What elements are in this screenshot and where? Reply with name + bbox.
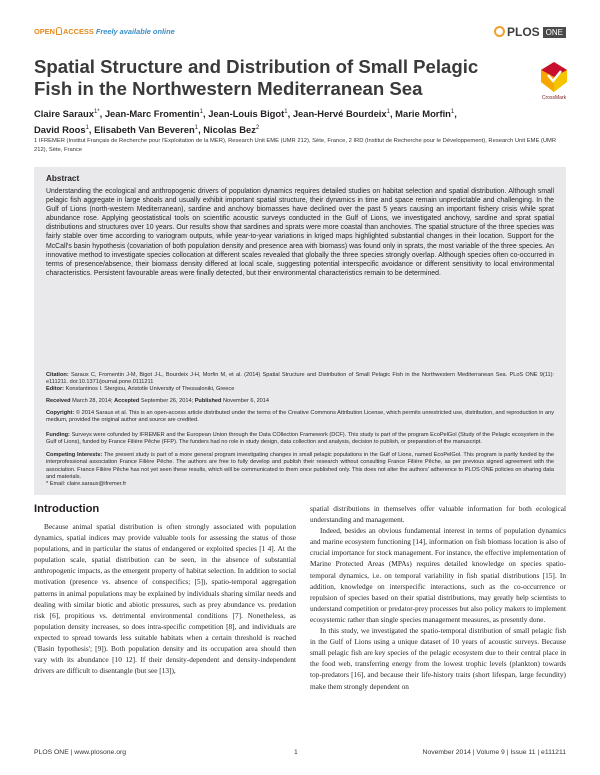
journal-header xyxy=(34,25,566,41)
competing-interests-label: Competing Interests: xyxy=(46,452,103,458)
plos-one-logo[interactable] xyxy=(494,25,566,39)
author-name[interactable]: Claire Saraux xyxy=(34,108,94,120)
open-access-text: OPEN xyxy=(34,27,55,36)
intro-paragraph: Indeed, besides an obvious fundamental interest in terms of population dynamics and marine ecosystem functioning [14], information on fish biomass location is also of crucial importance for stock management. For instance, the effective implementation of Marine Protected Areas (MPAs) requires detailed knowledge on species spatio-temporal dynamics, i.e. on temporal variability in fish spatial distributions [15]. In addition, knowledge on interspecific interactions, such as the co-occurrence or repulsion of species based on their spatial distributions, may greatly help scientists to understand competition or predator-prey processes but also policy makers to implement ecosystemic rather than single species management measures, as presently done. xyxy=(310,526,566,624)
footer-page-number: 1 xyxy=(294,749,298,756)
abstract-body: Understanding the ecological and anthropogenic drivers of population dynamics requires detailed studies on habitat selection and spatial distribution. Although small pelagic fish aggregate in large shoals and usually exhibit important spatial structure, their dynamics in time and space remain unpredictable and challenging. In the Gulf of Lions (north-western Mediterranean), sardine and anchovy biomasses have declined over the past 5 years causing an important fishery crisis while sprat abundance rose. Applying geostatistical tools on scientific acoustic surveys conducted in the Gulf of Lions, we investigated anchovy, sardine and sprat spatial distributions and structures over 10 years. Our results show that sardines and sprats were more coastal than anchovies. The spatial structure of the three species was fairly stable over time according to variogram outputs, while year-to-year variations in kriged maps highlighted substantial changes in their location. Support for the McCall's basin hypothesis (covariation of both population density and presence area with biomass) was found only in sprats, the most variable of the three species. An innovative method to investigate species collocation at different scales revealed that globally the three species strongly overlap. Although species often co-occurred in terms of presence/absence, their biomass density differed at local scale, suggesting potential interspecific avoidance or different sensitivity to local environmental characteristics. Persistent favourable areas were finally detected, but their environmental characteristics remain to be determined. xyxy=(46,188,554,277)
editor-label: Editor: xyxy=(46,386,65,392)
author-name[interactable]: Marie Morfin xyxy=(395,108,451,120)
published-label: Published xyxy=(194,398,222,404)
intro-paragraph: Because animal spatial distribution is often strongly associated with population dynamics, spatial indices may provide valuable tools for assessing the status of those populations, and in particular the status of endangered or exploited species [1 4]. At the population scale, spatial distribution can be seen, in the absence of substantial anthropogenic impacts, as the emergent property of habitat selection. In addition to social motivation (presence vs. absence of conspecifics; [5]), spatio-temporal aggregation patterns in animal populations may be explained by individuals sharing similar needs and dealing with similar biotic and abiotic pressures, such as prey abundance vs. predation risk [6], propitious vs. detrimental environmental conditions [7]. Nonetheless, as population density increases, so does intra-specific competition [8], and individuals are expected to spread towards less suitable habitats when a certain threshold is reached ('Basin hypothesis'; [9]). Both population density and its occupation area should then vary with its abundance [10 12]. If their density-dependent and density-independent drivers are difficult to disentangle (but see [13]), xyxy=(34,522,296,676)
crossmark-label: CrossMark xyxy=(541,95,567,101)
intro-paragraph: In this study, we investigated the spatio-temporal distribution of small pelagic fish in the Gulf of Lions using a unique dataset of 10 years of acoustic surveys. Because small pelagic fish are key species of the pelagic ecosystem due to their central place in the food web, transferring energy from the lowest trophic levels (plankton) towards top-predators [16], and because their life-history traits (short lifespan, large fecundity) make them strongly dependent on xyxy=(310,626,566,691)
competing-interests-text: The present study is part of a more general program investigating changes in small pelagic populations in the Gulf of Lions, named EcoPelGol. This program is partly funded by the interprofessional association France Filière Pêche. The authors are free to fully develop and publish their research without consulting France Filière Pêche, as per previous signed agreement with the association. France Filière Pêche has not yet seen these results, which will be communicated to them once published only. This does not alter the authors' adherence to PLOS ONE policies on sharing data and materials. xyxy=(46,452,555,481)
left-column xyxy=(34,521,296,676)
footer-issue: November 2014 | Volume 9 | Issue 11 | e111211 xyxy=(422,749,566,756)
received-label: Received xyxy=(46,398,71,404)
intro-paragraph: spatial distributions in themselves offer valuable information for both ecological understanding and management. xyxy=(310,504,566,525)
competing-interests xyxy=(46,452,554,482)
author-affiliation-marker: 1 xyxy=(284,109,288,115)
author-affiliation-marker: 1 xyxy=(199,109,203,115)
copyright xyxy=(46,410,554,425)
author-name[interactable]: Jean-Louis Bigot xyxy=(208,108,285,120)
accepted-label: Accepted xyxy=(114,398,140,404)
crossmark-icon xyxy=(539,60,569,94)
copyright-text: © 2014 Saraux et al. This is an open-access article distributed under the terms of the Creative Commons Attribution License, which permits unrestricted use, distribution, and reproduction in any medium, provided the original author and source are credited. xyxy=(46,410,554,424)
crossmark-badge[interactable] xyxy=(534,60,574,101)
abstract-heading: Abstract xyxy=(46,174,80,183)
abstract-box xyxy=(34,167,566,495)
article-dates xyxy=(46,398,554,405)
open-access-label[interactable] xyxy=(34,27,175,36)
author-name[interactable]: Elisabeth Van Beveren xyxy=(94,124,195,136)
author-affiliation-marker: 2 xyxy=(255,125,260,132)
author-affiliation-marker: 1 xyxy=(85,125,89,132)
article-title: Spatial Structure and Distribution of Small Pelagic Fish in the Northwestern Mediterranean Sea xyxy=(34,56,479,99)
author-list: Claire Saraux$^{1*}$, Jean-Marc Fromentin$^1$, Jean-Louis Bigot$^1$, Jean-Hervé Bourdeix$^1$, Marie Morfin$^1$, David Roos$^1$, Elisabeth Van Beveren$^1$, Nicolas Bez$^2$ xyxy=(34,108,457,136)
editor xyxy=(46,386,554,393)
logo-text: PLOS xyxy=(506,25,540,39)
funding-text: Surveys were cofunded by IFREMER and the European Union through the Data COllection Framework (DCF). This study is part of the program EcoPelGol (Study of the Pelagic ecosystem in the Gulf of Lions), funded by France Filière Pêche (FFP). The funders had no role in study design, data collection and analysis, decision to publish, or preparation of the manuscript. xyxy=(46,432,554,446)
logo-badge: ONE xyxy=(543,27,566,38)
author-name[interactable]: Nicolas Bez xyxy=(203,124,256,136)
introduction-heading: Introduction xyxy=(34,503,100,515)
copyright-label: Copyright: xyxy=(46,410,75,416)
footer-journal[interactable]: PLOS ONE | www.plosone.org xyxy=(34,749,127,756)
author-affiliation-marker: 1 xyxy=(450,109,455,115)
author-name[interactable]: Jean-Hervé Bourdeix xyxy=(292,108,387,120)
author-name[interactable]: Jean-Marc Fromentin xyxy=(104,108,200,120)
author-name[interactable]: David Roos xyxy=(34,124,86,136)
author-affiliation-marker: 1 xyxy=(194,125,199,132)
citation-text: Saraux C, Fromentin J-M, Bigot J-L, Bourdeix J-H, Morfin M, et al. (2014) Spatial Structure and Distribution of Small Pelagic Fish in the Northwestern Mediterranean Sea. PLoS ONE 9(11): e111211. doi:10.1371/journal.pone.0111211 xyxy=(46,372,554,386)
author-affiliation-marker: 1 xyxy=(386,109,390,115)
affiliations: 1 IFREMER (Institut Français de Recherche pour l'Exploitation de la MER), Research Unit EME (UMR 212), Sète, France, 2 IRD (Institut de Recherche pour le Développement), Research Unit EME (UMR 212), Sète, France xyxy=(34,138,557,154)
freely-available-text: Freely available online xyxy=(95,27,175,36)
received-date: March 28, 2014; xyxy=(72,398,113,404)
open-access-tail: ACCESS xyxy=(62,27,94,36)
plos-logo-icon xyxy=(494,26,505,37)
author-affiliation-marker: 1* xyxy=(93,109,100,115)
corresponding-email[interactable]: * Email: claire.saraux@ifremer.fr xyxy=(46,481,127,487)
funding-label: Funding: xyxy=(46,432,70,438)
right-column xyxy=(310,503,566,692)
citation xyxy=(46,372,554,387)
editor-text: Konstantinos I. Stergiou, Aristotle University of Thessaloniki, Greece xyxy=(65,386,235,392)
funding xyxy=(46,432,554,447)
accepted-date: September 26, 2014; xyxy=(140,398,194,404)
citation-label: Citation: xyxy=(46,372,69,378)
open-lock-icon xyxy=(56,27,62,35)
published-date: November 6, 2014 xyxy=(223,398,270,404)
